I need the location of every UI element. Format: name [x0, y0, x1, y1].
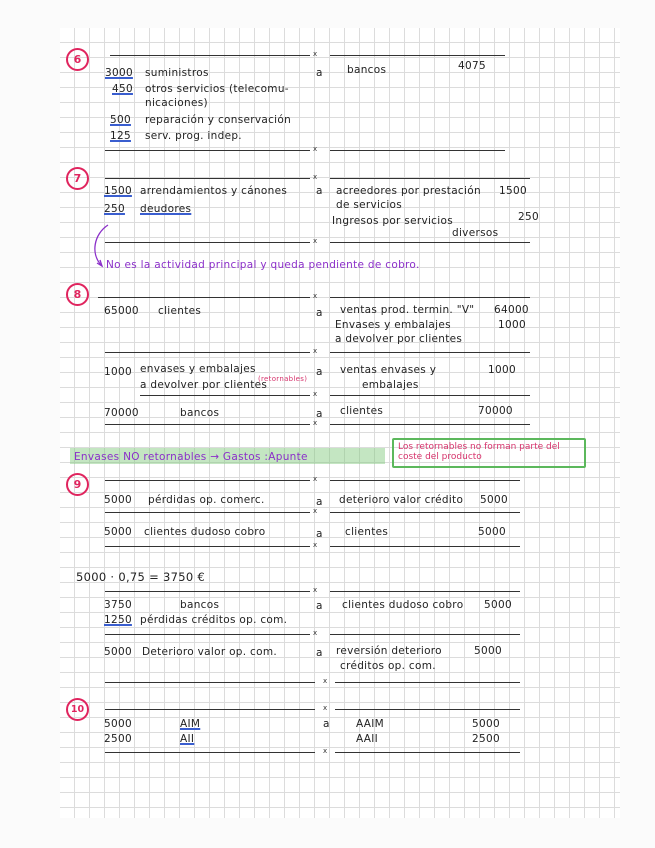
s7-account-1: arrendamientos y cánones — [140, 185, 288, 197]
section-7-number: 7 — [66, 167, 89, 190]
separator-x: x — [313, 586, 318, 594]
s10-r1-credit: AAIM — [356, 718, 385, 730]
s9-e2-credit: clientes — [345, 526, 389, 538]
rule — [105, 352, 310, 353]
s9-e3-credit-amount: 5000 — [484, 599, 512, 611]
s9-e3-a: a — [316, 600, 323, 612]
rule — [105, 709, 315, 710]
s8-e2-amount: 1000 — [104, 366, 132, 378]
separator-x: x — [313, 390, 318, 398]
rule — [330, 150, 505, 151]
s9-e3-debit-2: pérdidas créditos op. com. — [140, 614, 288, 626]
s8-e2-credit-amount: 1000 — [488, 364, 516, 376]
s6-credit-account: bancos — [347, 64, 387, 76]
rule — [105, 150, 310, 151]
rule — [105, 512, 310, 513]
s8-e1-credit-1-amount: 64000 — [494, 304, 529, 316]
rule — [98, 297, 310, 298]
separator-x: x — [313, 541, 318, 549]
s9-e2-a: a — [316, 528, 323, 540]
rule — [105, 242, 310, 243]
s7-account-2: deudores — [140, 203, 192, 215]
s9-e4-debit: Deterioro valor op. com. — [142, 646, 277, 658]
notebook-page — [60, 28, 620, 818]
s10-r1-amount: 5000 — [104, 718, 132, 730]
separator-x: x — [313, 507, 318, 515]
s8-e2-credit-sub: embalajes — [362, 379, 419, 391]
s7-credit-2: Ingresos por servicios — [332, 215, 453, 227]
separator-x: x — [313, 145, 318, 153]
separator-x: x — [313, 50, 318, 58]
s10-r2-debit: AII — [180, 733, 195, 745]
s6-amount-3: 500 — [110, 114, 131, 126]
section-10-number: 10 — [66, 698, 89, 721]
s8-e2-credit: ventas envases y — [340, 364, 437, 376]
s9-e1-credit-amount: 5000 — [480, 494, 508, 506]
separator-x: x — [313, 419, 318, 427]
rule — [105, 752, 315, 753]
s9-e3-debit-1: bancos — [180, 599, 220, 611]
s9-e2-amount: 5000 — [104, 526, 132, 538]
section-8-number: 8 — [66, 283, 89, 306]
s9-calc: 5000 · 0,75 = 3750 € — [76, 570, 206, 584]
s10-r2-credit-amount: 2500 — [472, 733, 500, 745]
section-6-number: 6 — [66, 48, 89, 71]
s8-e1-credit-2: Envases y embalajes — [335, 319, 451, 331]
s8-e2-debit: envases y embalajes — [140, 363, 256, 375]
s8-e1-credit-2-amount: 1000 — [498, 319, 526, 331]
s6-amount-1: 3000 — [105, 67, 133, 79]
s9-e2-debit: clientes dudoso cobro — [144, 526, 266, 538]
rule — [335, 682, 520, 683]
rule — [330, 352, 530, 353]
s6-account-2: otros servicios (telecomu- — [145, 83, 289, 95]
separator-x: x — [313, 347, 318, 355]
s8-e1-credit-1: ventas prod. termin. "V" — [340, 304, 475, 316]
s8-e1-a: a — [316, 307, 323, 319]
s7-note: No es la actividad principal y queda pendiente de cobro. — [106, 259, 420, 271]
rule — [330, 55, 505, 56]
separator-x: x — [313, 237, 318, 245]
s6-account-1: suministros — [145, 67, 209, 79]
s7-a: a — [316, 185, 323, 197]
s6-account-4: serv. prog. indep. — [145, 130, 242, 142]
s9-e3-credit: clientes dudoso cobro — [342, 599, 464, 611]
rule — [330, 512, 520, 513]
separator-x: x — [313, 629, 318, 637]
s8-e3-debit: bancos — [180, 407, 220, 419]
rule — [330, 395, 530, 396]
s8-e3-credit: clientes — [340, 405, 384, 417]
s8-e3-a: a — [316, 408, 323, 420]
s7-credit-1-sub: de servicios — [336, 199, 403, 211]
s10-r1-credit-amount: 5000 — [472, 718, 500, 730]
section-9-number: 9 — [66, 473, 89, 496]
rule — [110, 55, 310, 56]
separator-x: x — [323, 677, 328, 685]
s7-amount-1: 1500 — [104, 185, 132, 197]
s8-e1-credit-3: a devolver por clientes — [335, 333, 463, 345]
s9-e4-credit: reversión deterioro — [336, 645, 442, 657]
s7-credit-1-amount: 1500 — [499, 185, 527, 197]
s8-e2-note: (retornables) — [258, 375, 308, 383]
s9-e4-a: a — [316, 647, 323, 659]
rule — [105, 480, 310, 481]
s9-e1-credit: deterioro valor crédito — [339, 494, 464, 506]
rule — [330, 546, 520, 547]
s9-e4-credit-sub: créditos op. com. — [340, 660, 436, 672]
s7-credit-1: acreedores por prestación — [336, 185, 481, 197]
rule — [105, 178, 310, 179]
rule — [105, 424, 310, 425]
rule — [335, 709, 520, 710]
s8-e3-amount: 70000 — [104, 407, 139, 419]
rule — [330, 634, 520, 635]
rule — [330, 480, 520, 481]
s7-credit-2-sub: diversos — [452, 227, 499, 239]
s9-e2-credit-amount: 5000 — [478, 526, 506, 538]
s6-amount-2: 450 — [112, 83, 133, 95]
separator-x: x — [313, 475, 318, 483]
s6-credit-amount: 4075 — [458, 60, 486, 72]
rule — [330, 424, 530, 425]
s10-r2-amount: 2500 — [104, 733, 132, 745]
rule — [335, 752, 520, 753]
s6-account-3: reparación y conservación — [145, 114, 292, 126]
s9-e4-credit-amount: 5000 — [474, 645, 502, 657]
s9-e1-a: a — [316, 496, 323, 508]
rule — [140, 395, 310, 396]
rule — [105, 546, 310, 547]
s8-note-left: Envases NO retornables → Gastos :Apunte — [74, 451, 308, 463]
s9-e1-amount: 5000 — [104, 494, 132, 506]
s8-e2-debit-2: a devolver por clientes — [140, 379, 268, 391]
s9-e3-amount-2: 1250 — [104, 614, 132, 626]
s7-credit-2-amount: 250 — [518, 211, 539, 223]
s9-e1-debit: pérdidas op. comerc. — [148, 494, 265, 506]
s7-amount-2: 250 — [104, 203, 125, 215]
separator-x: x — [323, 704, 328, 712]
separator-x: x — [313, 173, 318, 181]
s10-r2-credit: AAII — [356, 733, 379, 745]
s6-a: a — [316, 67, 323, 79]
s10-a: a — [323, 718, 330, 730]
s8-note-box: Los retornables no forman parte del coste del producto — [392, 438, 586, 468]
s6-account-2b: nicaciones) — [145, 97, 208, 109]
s8-e2-a: a — [316, 366, 323, 378]
s8-e3-credit-amount: 70000 — [478, 405, 513, 417]
separator-x: x — [313, 292, 318, 300]
s10-r1-debit: AIM — [180, 718, 201, 730]
s8-e1-amount: 65000 — [104, 305, 139, 317]
s9-e3-amount-1: 3750 — [104, 599, 132, 611]
s8-e1-debit: clientes — [158, 305, 202, 317]
rule — [330, 297, 530, 298]
rule — [330, 178, 530, 179]
s6-amount-4: 125 — [110, 130, 131, 142]
rule — [105, 591, 310, 592]
separator-x: x — [323, 747, 328, 755]
rule — [105, 682, 315, 683]
s9-e4-amount: 5000 — [104, 646, 132, 658]
rule — [330, 242, 530, 243]
rule — [105, 634, 310, 635]
rule — [330, 591, 520, 592]
